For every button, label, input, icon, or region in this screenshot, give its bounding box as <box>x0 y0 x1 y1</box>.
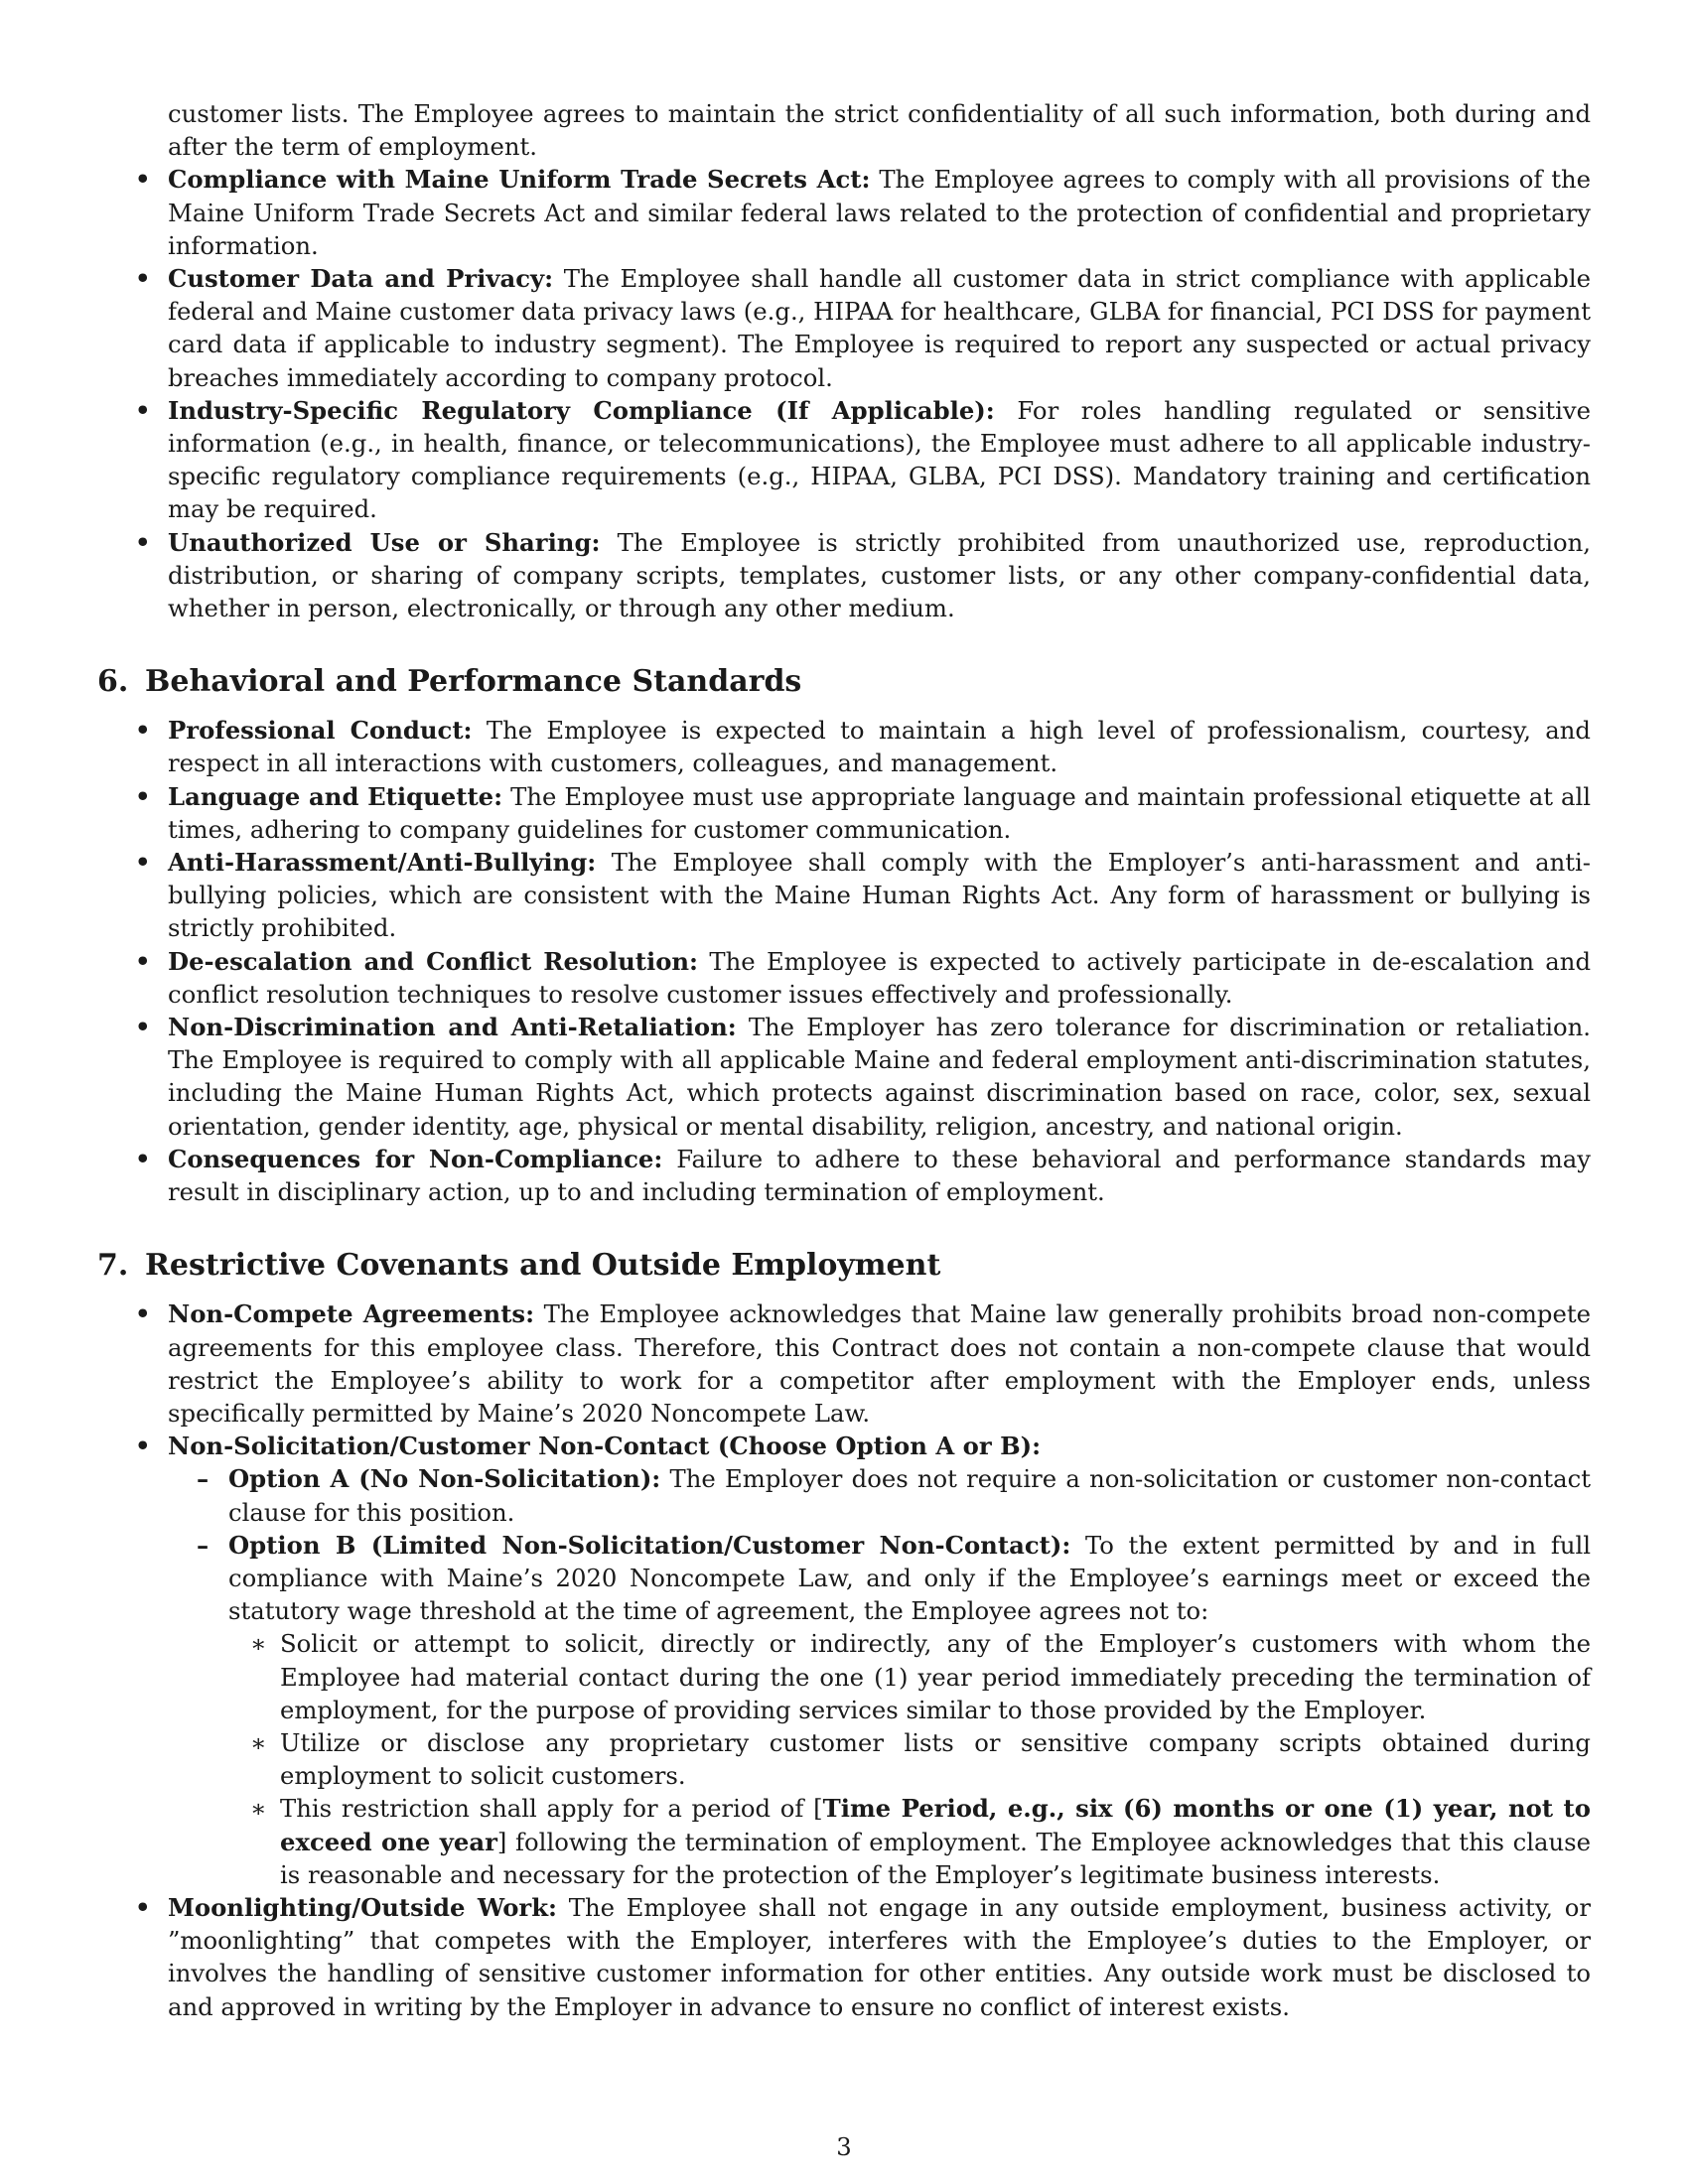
item-title: Non-Discrimination and Anti-Retaliation: <box>168 1013 737 1042</box>
item-title: Moonlighting/Outside Work: <box>168 1892 558 1922</box>
item-text: The Employee shall not engage in any outside employment, business activity, or ”moonlighting” that competes with the Employer, interferes with the Employee’s duties to the Employer, or involves the handling of sensitive customer information for other entities. Any outside work must be disclosed to and approved in writing by the Employer in advance to ensure no conflict of interest exists. <box>168 1892 1591 2021</box>
page-number: 3 <box>836 2132 852 2161</box>
option-title: Option B (Limited Non-Solicitation/Customer Non-Contact): <box>228 1530 1071 1560</box>
list-item <box>97 163 1591 262</box>
section5-list <box>97 163 1591 624</box>
option-item <box>168 1462 1591 1528</box>
option-text: The Employer does not require a non-solicitation or customer non-contact clause for this position. <box>228 1464 1591 1527</box>
item-text: The Employee shall handle all customer data in strict compliance with applicable federal and Maine customer data privacy laws (e.g., HIPAA for healthcare, GLBA for financial, PCI DSS for payment card data if applicable to industry segment). The Employee is required to report any suspected or actual privacy breaches immediately according to company protocol. <box>168 264 1591 392</box>
list-item <box>97 714 1591 779</box>
section-title: Restrictive Covenants and Outside Employment <box>145 1248 941 1284</box>
list-item <box>97 846 1591 945</box>
sub-option-text: ] following the termination of employment. The Employee acknowledges that this clause is reasonable and necessary for the protection of the Employer’s legitimate business interests. <box>280 1827 1591 1889</box>
list-item <box>97 262 1591 394</box>
placeholder-field: Time Period, e.g., six (6) months or one (1) year, not to exceed one year <box>280 1794 1591 1856</box>
option-item <box>168 1529 1591 1891</box>
section-number: 7. <box>97 1248 129 1284</box>
item-title: Compliance with Maine Uniform Trade Secrets Act: <box>168 165 871 195</box>
section7-list <box>97 1297 1591 2022</box>
section-title: Behavioral and Performance Standards <box>145 664 802 700</box>
list-item <box>97 1143 1591 1208</box>
page-content <box>97 97 1591 2023</box>
item-title: Customer Data and Privacy: <box>168 264 554 294</box>
list-item <box>97 1011 1591 1143</box>
item-text: The Employee must use appropriate language and maintain professional etiquette at all times, adhering to company guidelines for customer communication. <box>168 781 1591 844</box>
list-item <box>97 1430 1591 1891</box>
item-text: The Employee shall comply with the Employer’s anti-harassment and anti-bullying policies, which are consistent with the Maine Human Rights Act. Any form of harassment or bullying is strictly prohibited. <box>168 848 1591 943</box>
sub-option-item <box>228 1792 1591 1891</box>
item-text: The Employee is strictly prohibited from unauthorized use, reproduction, distribution, or sharing of company scripts, templates, customer lists, or any other company-confidential data, whether in person, electronically, or through any other medium. <box>168 527 1591 623</box>
item-text: The Employer has zero tolerance for discrimination or retaliation. The Employee is required to comply with all applicable Maine and federal employment anti-discrimination statutes, including the Maine Human Rights Act, which protects against discrimination based on race, color, sex, sexual orientation, gender identity, age, physical or mental disability, religion, ancestry, and national origin. <box>168 1013 1591 1141</box>
item-text: Failure to adhere to these behavioral and performance standards may result in disciplinary action, up to and including termination of employment. <box>168 1144 1591 1207</box>
section6-list <box>97 714 1591 1208</box>
item-title: Consequences for Non-Compliance: <box>168 1144 663 1173</box>
list-item <box>97 394 1591 526</box>
option-list <box>168 1462 1591 1891</box>
item-text: For roles handling regulated or sensitive information (e.g., in health, finance, or telecommunications), the Employee must adhere to all applicable industry-specific regulatory compliance requirements (e.g., HIPAA, GLBA, PCI DSS). Mandatory training and certification may be required. <box>168 395 1591 524</box>
list-item <box>97 945 1591 1011</box>
section-number: 6. <box>97 664 129 700</box>
item-text: The Employee is expected to maintain a high level of professionalism, courtesy, and respect in all interactions with customers, colleagues, and management. <box>168 716 1591 778</box>
item-title: Non-Solicitation/Customer Non-Contact (Choose Option A or B): <box>168 1432 1042 1461</box>
item-title: Unauthorized Use or Sharing: <box>168 527 601 557</box>
list-item <box>97 1891 1591 2023</box>
list-item <box>97 1297 1591 1430</box>
item-text: The Employee agrees to comply with all provisions of the Maine Uniform Trade Secrets Act and similar federal laws related to the protection of confidential and proprietary information. <box>168 165 1591 260</box>
item-title: Professional Conduct: <box>168 716 473 746</box>
item-title: De-escalation and Conflict Resolution: <box>168 946 699 976</box>
item-title: Non-Compete Agreements: <box>168 1299 535 1329</box>
item-title: Language and Etiquette: <box>168 781 503 811</box>
option-title: Option A (No Non-Solicitation): <box>228 1464 661 1494</box>
list-item <box>97 526 1591 625</box>
section-heading-7 <box>97 1246 1591 1286</box>
sub-option-text: This restriction shall apply for a period of [ <box>280 1794 823 1824</box>
item-title: Industry-Specific Regulatory Compliance (If Applicable): <box>168 395 995 425</box>
option-text: To the extent permitted by and in full compliance with Maine’s 2020 Noncompete Law, and only if the Employee’s earnings meet or exceed the statutory wage threshold at the time of agreement, the Employee agrees not to: <box>228 1530 1592 1626</box>
sub-option-list <box>228 1627 1591 1891</box>
sub-option-item: ∗ Solicit or attempt to solicit, directly or indirectly, any of the Employer’s customers with whom the Employee had material contact during the one (1) year period immediately preceding the termination of employment, for the purpose of providing services similar to those provided by the Employer. <box>228 1627 1591 1726</box>
continued-paragraph: customer lists. The Employee agrees to maintain the strict confidentiality of all such information, both during and after the term of employment. <box>168 99 1591 162</box>
sub-option-item: ∗ Utilize or disclose any proprietary customer lists or sensitive company scripts obtained during employment to solicit customers. <box>228 1726 1591 1792</box>
section-heading-6 <box>97 662 1591 702</box>
item-text: The Employee acknowledges that Maine law generally prohibits broad non-compete agreements for this employee class. Therefore, this Contract does not contain a non-compete clause that would restrict the Employee’s ability to work for a competitor after employment with the Employer ends, unless specifically permitted by Maine’s 2020 Noncompete Law. <box>168 1299 1591 1428</box>
list-item <box>97 780 1591 846</box>
item-title: Anti-Harassment/Anti-Bullying: <box>168 848 597 878</box>
item-text: The Employee is expected to actively participate in de-escalation and conflict resolution techniques to resolve customer issues effectively and professionally. <box>168 946 1591 1009</box>
